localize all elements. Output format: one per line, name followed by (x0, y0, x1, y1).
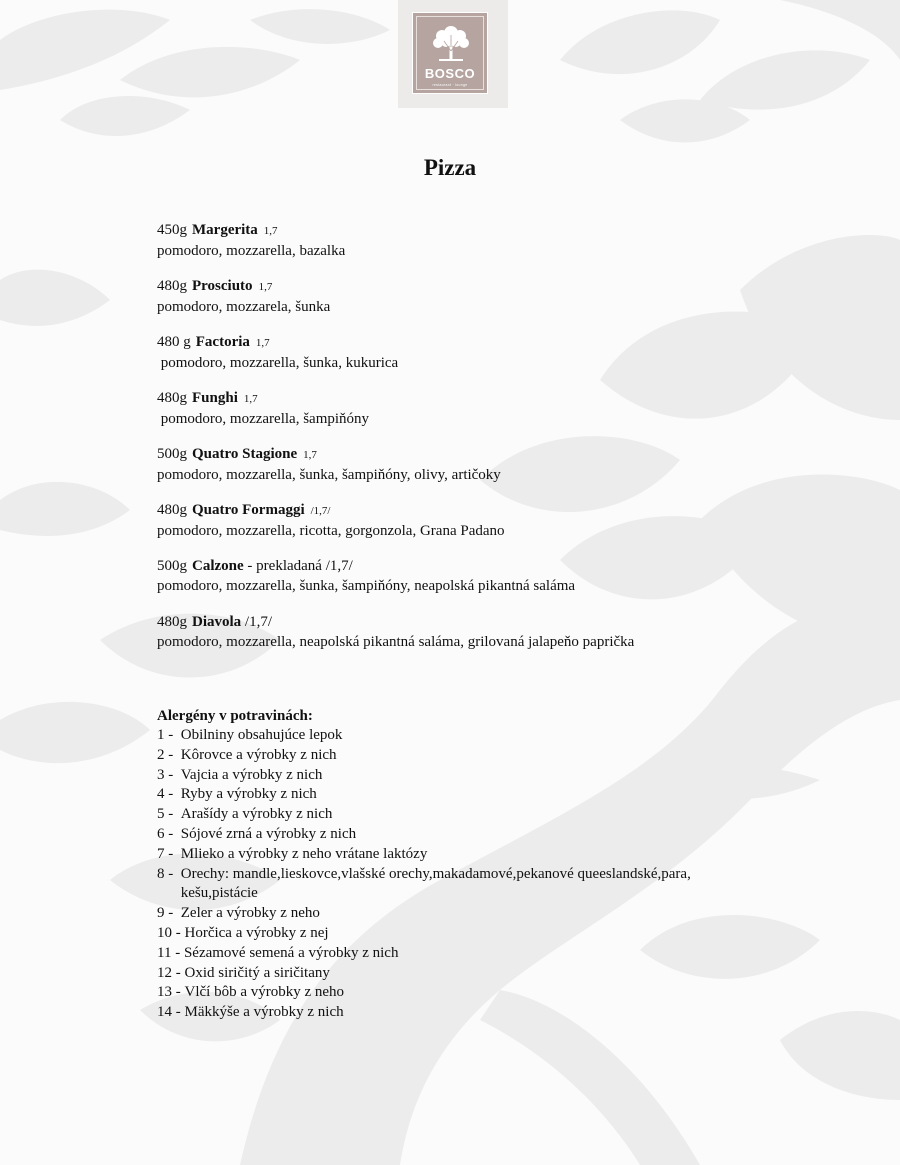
item-ingredients: pomodoro, mozzarela, šunka (157, 299, 331, 315)
item-name: Margerita (192, 222, 258, 238)
menu-item-header (157, 612, 634, 632)
allergen-number: 9 - (157, 905, 181, 922)
item-name: Quatro Stagione (192, 446, 298, 462)
item-allergens: /1,7/ (310, 505, 331, 517)
item-ingredients: pomodoro, mozzarella, šunka, kukurica (157, 355, 399, 371)
item-allergens: 1,7 (243, 393, 258, 405)
allergen-number: 7 - (157, 845, 181, 862)
item-weight: 480g (157, 614, 187, 630)
item-allergens: 1,7 (255, 337, 270, 349)
item-weight: 500g (157, 446, 187, 462)
allergen-item (157, 964, 765, 984)
allergen-text: Obilniny obsahujúce lepok (180, 727, 343, 743)
allergen-number: 4 - (157, 786, 181, 803)
item-allergens: 1,7 (263, 225, 278, 237)
allergen-number: 1 - (157, 727, 181, 743)
item-ingredients: pomodoro, mozzarella, šunka, šampiňóny, neapolská pikantná saláma (157, 578, 576, 594)
allergen-number: 5 - (157, 806, 181, 823)
allergen-number: 2 - (157, 746, 181, 763)
allergen-text: Vlčí bôb a výrobky z neho (184, 984, 345, 1001)
item-ingredients: pomodoro, mozzarella, šampiňóny (157, 411, 370, 427)
item-weight: 480 g (157, 334, 191, 350)
page-title: Pizza (423, 155, 477, 180)
logo-box (412, 12, 488, 94)
item-ingredients: pomodoro, mozzarella, šunka, šampiňóny, olivy, artičoky (157, 467, 501, 483)
tree-icon (429, 21, 473, 65)
menu-item-header (157, 556, 634, 576)
menu-item-header (157, 276, 634, 297)
allergen-item (157, 766, 765, 786)
menu-item (157, 500, 634, 556)
menu-item-header (157, 500, 634, 521)
allergen-text: Ryby a výrobky z nich (180, 786, 317, 803)
item-weight: 500g (157, 558, 187, 574)
menu-item (157, 276, 634, 332)
allergen-number: 13 - (157, 984, 185, 1001)
menu-item (157, 332, 634, 388)
item-ingredients: pomodoro, mozzarella, neapolská pikantná saláma, grilovaná jalapeňo paprička (157, 634, 635, 650)
allergen-number: 8 - (157, 865, 181, 882)
menu-item (157, 220, 634, 276)
allergen-item (157, 904, 765, 924)
allergen-item (157, 924, 765, 944)
item-name: Diavola (192, 614, 242, 630)
allergen-number: 6 - (157, 825, 181, 842)
allergen-text: Sójové zrná a výrobky z nich (180, 825, 357, 842)
item-name: Funghi (192, 390, 238, 406)
allergen-text: Kôrovce a výrobky z nich (180, 746, 337, 763)
allergen-item (157, 865, 765, 905)
item-note: - prekladaná /1,7/ (243, 558, 353, 574)
item-name: Prosciuto (192, 278, 253, 294)
allergen-number: 3 - (157, 766, 181, 783)
item-note: /1,7/ (241, 614, 273, 630)
menu-item (157, 444, 634, 500)
menu-item-header (157, 388, 634, 409)
allergen-text: Arašídy a výrobky z nich (180, 806, 333, 823)
allergen-item (157, 805, 765, 825)
item-allergens: 1,7 (303, 449, 317, 461)
allergen-text: Vajcia a výrobky z nich (180, 766, 323, 783)
pizza-menu (157, 220, 634, 668)
menu-item-header (157, 332, 634, 353)
allergens-list (157, 726, 765, 1023)
allergens-section (157, 706, 765, 1023)
menu-item (157, 556, 634, 612)
menu-item (157, 612, 634, 668)
allergen-item (157, 845, 765, 865)
allergen-item (157, 944, 765, 964)
allergen-text: Mäkkýše a výrobky z nich (184, 1004, 344, 1021)
allergen-item (157, 825, 765, 845)
item-name: Calzone (192, 558, 244, 574)
logo-tagline: restaurant · lounge (432, 83, 468, 87)
allergens-heading: Alergény v potravinách: (157, 708, 313, 724)
allergen-item (157, 983, 765, 1003)
allergen-number: 14 - (157, 1004, 185, 1021)
allergen-number: 11 - (157, 944, 184, 961)
item-weight: 480g (157, 502, 187, 518)
item-ingredients: pomodoro, mozzarella, ricotta, gorgonzola, Grana Padano (157, 523, 505, 539)
item-name: Factoria (195, 334, 250, 350)
item-ingredients: pomodoro, mozzarella, bazalka (157, 243, 346, 259)
logo-name: BOSCO (424, 66, 476, 81)
menu-item (157, 388, 634, 444)
allergen-text: Zeler a výrobky z neho (180, 905, 320, 922)
bosco-logo (398, 0, 508, 108)
allergen-item (157, 1003, 765, 1023)
allergen-text: Oxid siričitý a siričitany (184, 964, 330, 981)
item-weight: 480g (157, 278, 187, 294)
menu-item-header (157, 220, 634, 241)
allergen-number: 10 - (157, 924, 185, 941)
allergen-text: Sézamové semená a výrobky z nich (183, 944, 399, 961)
allergen-text: Mlieko a výrobky z neho vrátane laktózy (180, 845, 428, 862)
allergen-text: Orechy: mandle,lieskovce,vlašské orechy,makadamové,pekanové queeslandské,para, kešu,pistácie (180, 865, 691, 902)
item-name: Quatro Formaggi (192, 502, 305, 518)
allergen-text: Horčica a výrobky z nej (184, 924, 329, 941)
allergen-item (157, 746, 765, 766)
item-allergens: 1,7 (258, 281, 273, 293)
menu-item-header (157, 444, 634, 465)
item-weight: 450g (157, 222, 187, 238)
allergen-item (157, 785, 765, 805)
item-weight: 480g (157, 390, 187, 406)
allergen-item (157, 726, 765, 746)
allergen-number: 12 - (157, 964, 185, 981)
